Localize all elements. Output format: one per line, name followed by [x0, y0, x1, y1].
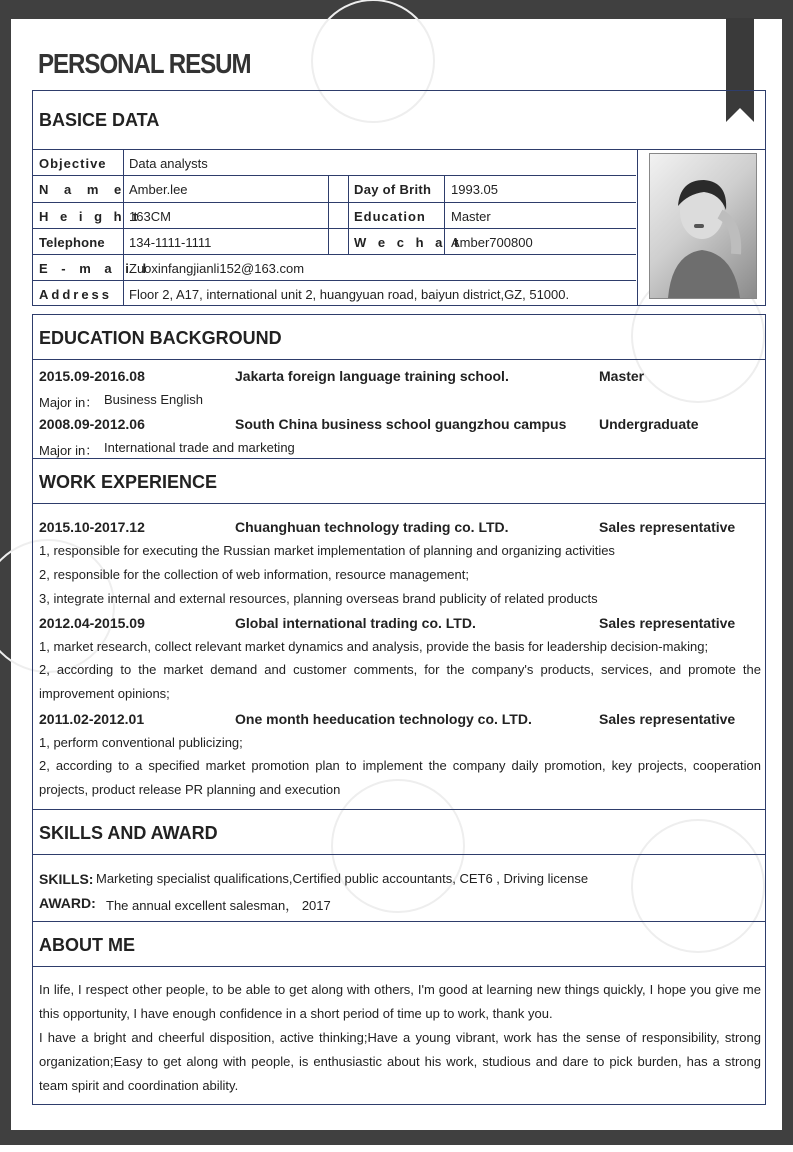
award-value: The annual excellent salesman， 2017: [106, 898, 331, 913]
award-label: AWARD:: [39, 895, 96, 911]
job-duty: 3, integrate internal and external resources, planning overseas brand publicity of related products: [39, 591, 598, 606]
job-company: Global international trading co. LTD.: [235, 615, 476, 631]
major-label: Major in：: [39, 395, 99, 410]
objective-value: Data analysts: [129, 156, 208, 171]
birth-value: 1993.05: [451, 182, 498, 197]
job-date: 2011.02-2012.01: [39, 711, 145, 727]
about-paragraph: In life, I respect other people, to be able to get along with others, I'm good at learning new things quickly, I hope you give me this opportunity, I have enough confidence in a short period of time up to work, thank you.: [39, 982, 761, 1021]
person-icon: [650, 154, 756, 298]
education-label: Education: [354, 209, 426, 224]
page-title: PERSONAL RESUM: [38, 48, 251, 79]
skills-value: Marketing specialist qualifications,Certified public accountants, CET6 , Driving license: [96, 871, 589, 886]
job-duty: 2, according to the market demand and customer comments, for the company's products, services, and promote the improvement opinions;: [39, 662, 761, 701]
email-label: E - m a i l: [39, 261, 152, 276]
education-date: 2008.09-2012.06: [39, 416, 145, 432]
major-value: International trade and marketing: [104, 440, 295, 455]
wechat-value: Amber700800: [451, 235, 533, 250]
job-duty: 2, according to a specified market promotion plan to implement the company daily promotion, key projects, cooperation projects, product release PR planning and execution: [39, 758, 761, 797]
job-role: Sales representative: [599, 615, 736, 631]
job-duty: 1, responsible for executing the Russian market implementation of planning and organizing activities: [39, 543, 615, 558]
objective-label: Objective: [39, 156, 107, 171]
education-section: [32, 314, 766, 459]
height-label: H e i g h t: [39, 209, 142, 224]
job-company: Chuanghuan technology trading co. LTD.: [235, 519, 509, 535]
section-heading: WORK EXPERIENCE: [39, 472, 218, 492]
education-school: South China business school guangzhou campus: [235, 416, 567, 432]
birth-label: Day of Brith: [354, 182, 432, 197]
skills-section: [32, 809, 766, 922]
section-heading: BASICE DATA: [39, 110, 160, 130]
telephone-label: Telephone: [39, 235, 105, 250]
telephone-value: 134-1111-1111: [129, 235, 212, 250]
name-label: N a m e: [39, 182, 128, 197]
about-paragraph: I have a bright and cheerful disposition, active thinking;Have a young vibrant, work has the sense of responsibility, strong organization;Easy to get along with people, is enthusiastic about his work, studious and dare to pick burden, has a strong team spirit and coordination ability.: [39, 1030, 761, 1093]
about-section: [32, 921, 766, 1105]
section-heading: EDUCATION BACKGROUND: [39, 328, 282, 348]
name-value: Amber.lee: [129, 182, 188, 197]
address-label: Address: [39, 287, 113, 302]
job-date: 2015.10-2017.12: [39, 519, 145, 535]
job-duty: 1, market research, collect relevant market dynamics and analysis, provide the basis for leadership decision-making;: [39, 639, 709, 654]
job-duty: 1, perform conventional publicizing;: [39, 735, 243, 750]
education-degree: Undergraduate: [599, 416, 699, 432]
skills-label: SKILLS:: [39, 871, 94, 887]
education-date: 2015.09-2016.08: [39, 368, 145, 384]
basic-data-section: [32, 90, 766, 306]
job-company: One month heeducation technology co. LTD.: [235, 711, 532, 727]
section-heading: SKILLS AND AWARD: [39, 823, 218, 843]
job-role: Sales representative: [599, 711, 736, 727]
education-school: Jakarta foreign language training school.: [235, 368, 509, 384]
wechat-label: W e c h a t: [354, 235, 463, 250]
job-role: Sales representative: [599, 519, 736, 535]
profile-photo: [649, 153, 757, 299]
job-date: 2012.04-2015.09: [39, 615, 145, 631]
section-heading: ABOUT ME: [39, 935, 135, 955]
address-value: Floor 2, A17, international unit 2, huangyuan road, baiyun district,GZ, 51000.: [129, 287, 570, 302]
height-value: 163CM: [129, 209, 171, 224]
work-experience-section: [32, 458, 766, 810]
education-degree: Master: [599, 368, 645, 384]
major-label: Major in：: [39, 443, 99, 458]
major-value: Business English: [104, 392, 203, 407]
education-value: Master: [451, 209, 491, 224]
email-value: Zuoxinfangjianli152@163.com: [129, 261, 305, 276]
job-duty: 2, responsible for the collection of web information, resource management;: [39, 567, 469, 582]
